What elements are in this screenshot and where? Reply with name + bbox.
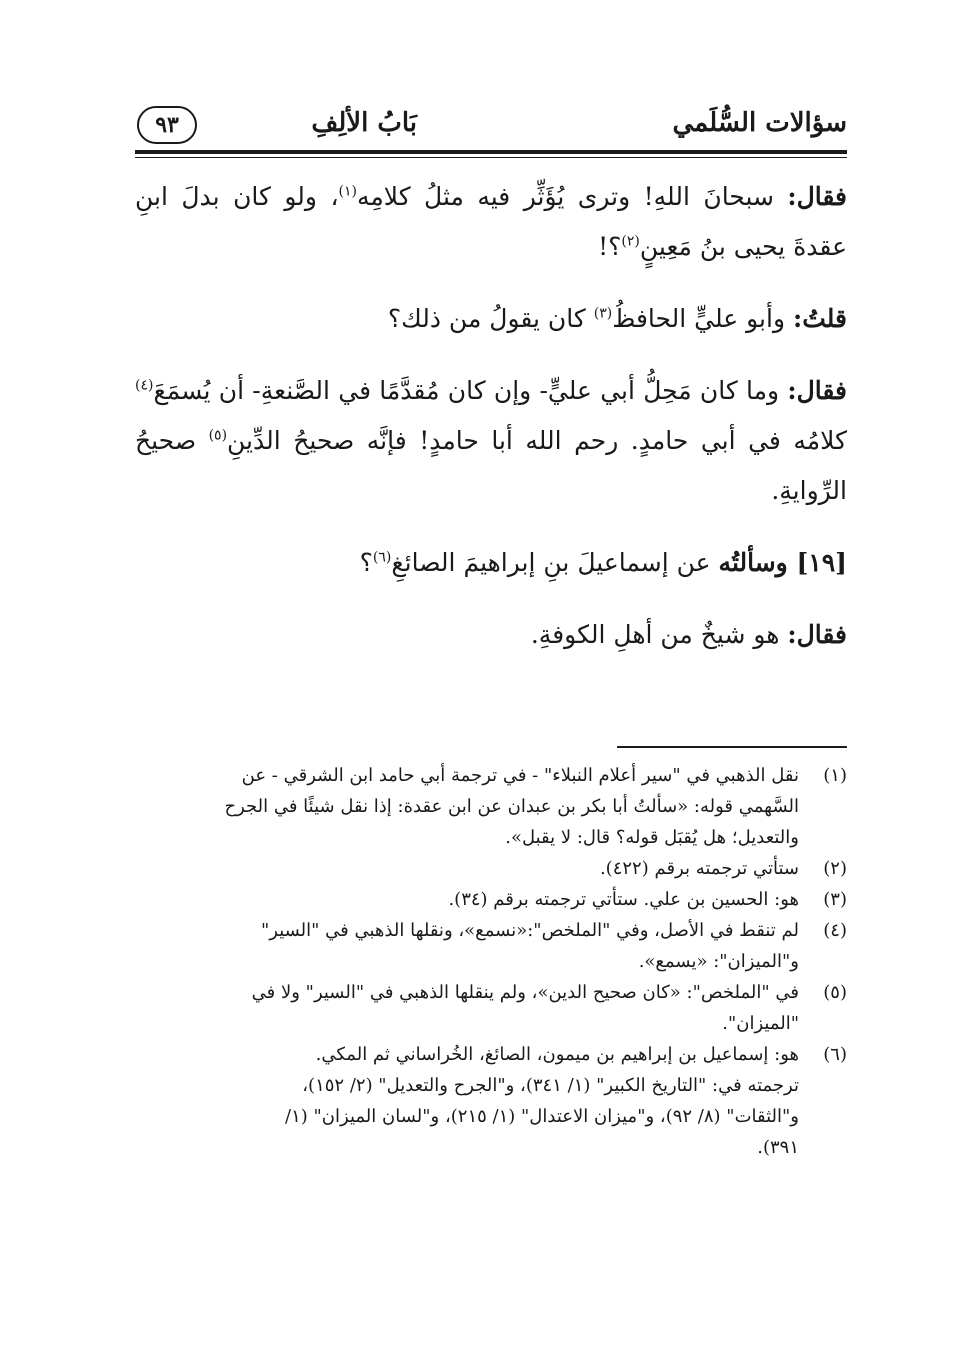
footnote-line: هو: إسماعيل بن إبراهيم بن ميمون، الصائغ، الخُراساني ثم المكي. (315, 1044, 799, 1065)
footnote-number: (٣) (823, 889, 847, 910)
paragraph-text: وأبو عليٍّ الحافظُ (612, 304, 793, 333)
footnote-line: نقل الذهبي في "سير أعلام النبلاء" - في ترجمة أبي حامد ابن الشرقي - عن (241, 765, 799, 786)
footnote-line: هو: الحسين بن علي. ستأتي ترجمته برقم (٣٤). (448, 889, 799, 910)
question-number: [١٩] (796, 548, 847, 577)
footnote-line: و"الثقات" (٨/ ٩٢)، و"ميزان الاعتدال" (١/ ٢١٥)، و"لسان الميزان" (١/ (285, 1106, 799, 1127)
paragraph-text: ؟ (359, 548, 373, 577)
footnote-item (135, 760, 847, 853)
footnote-ref: (١) (338, 183, 357, 200)
footnote-line: لم تنقط في الأصل، وفي "الملخص":«نسمع»، ونقلها الذهبي في "السير" (260, 920, 799, 941)
page-number: ٩٣ (155, 112, 179, 138)
footnote-number: (٢) (823, 858, 847, 879)
header-rule-thin (135, 157, 847, 158)
paragraph-1 (135, 172, 847, 272)
footnote-number: (١) (823, 765, 847, 786)
footnote-ref: (٢) (621, 233, 640, 250)
footnote-line: السَّهمي قوله: «سألتُ أبا بكر بن عبدان عن ابن عقدة: إذا نقل شيئًا في الجرح (224, 796, 799, 817)
footnote-text (135, 853, 799, 884)
paragraph-text: كلامُه في أبي حامدٍ. رحم الله أبا حامدٍ! فإنَّه صحيحُ الدِّينِ (227, 426, 847, 455)
footnote-line: و"الميزان": «يسمع». (638, 951, 799, 972)
book-page (135, 0, 847, 1372)
paragraph-3 (135, 366, 847, 516)
paragraph-2 (135, 294, 847, 344)
book-title: سؤالات السُّلَمي (672, 108, 847, 138)
footnote-text (135, 915, 799, 977)
speaker-label: قلتُ: (792, 304, 847, 333)
footnote-ref: (٤) (135, 377, 154, 394)
speaker-label: وسألتُه (718, 548, 797, 577)
speaker-label: فقال: (787, 620, 847, 649)
main-text (135, 172, 847, 660)
paragraph-5 (135, 610, 847, 660)
paragraph-text: سبحانَ اللهِ! وترى يُؤَثِّر فيه مثلُ كلامِه (356, 182, 788, 211)
footnote-line: في "الملخص": «كان صحيح الدين»، ولم ينقلها الذهبي في "السير" ولا في (251, 982, 799, 1003)
footnote-item (135, 915, 847, 977)
footnote-item (135, 1039, 847, 1163)
paragraph-text: ، ولو كان بدلَ ابنِ عقدةَ يحيى بنُ مَعِينٍ (135, 182, 847, 261)
chapter-title: بَابُ الألِفِ (311, 108, 417, 138)
footnote-item (135, 977, 847, 1039)
footnote-text (135, 760, 799, 853)
footnotes (135, 760, 847, 1163)
header-rule-thick (135, 150, 847, 154)
page-number-badge (137, 106, 197, 144)
paragraph-text: وما كان مَحِلُّ أبي عليٍّ- وإن كان مُقدَّمًا في الصَّنعةِ- أن يُسمَعَ (153, 376, 788, 405)
footnote-text (135, 884, 799, 915)
speaker-label: فقال: (787, 182, 847, 211)
footnote-ref: (٦) (372, 549, 392, 566)
footnote-item (135, 884, 847, 915)
footnote-number: (٤) (823, 920, 847, 941)
paragraph-4 (135, 538, 847, 588)
paragraph-text: هو شيخٌ من أهلِ الكوفةِ. (530, 620, 788, 649)
footnote-line: "الميزان". (722, 1013, 799, 1034)
speaker-label: فقال: (787, 376, 847, 405)
footnote-text (135, 1039, 799, 1163)
footnote-ref: (٥) (208, 427, 228, 444)
paragraph-text: كان يقولُ من ذلك؟ (387, 304, 594, 333)
footnote-line: ٣٩١). (757, 1137, 799, 1158)
page-header (135, 100, 847, 152)
footnote-number: (٦) (823, 1044, 847, 1065)
paragraph-text: صحيحُ الرِّوايةِ. (135, 426, 847, 505)
footnote-separator (617, 746, 847, 748)
paragraph-text: ؟! (598, 232, 622, 261)
footnote-line: ترجمته في: "التاريخ الكبير" (١/ ٣٤١)، و"الجرح والتعديل" (٢/ ١٥٢)، (302, 1075, 799, 1096)
footnote-line: ستأتي ترجمته برقم (٤٢٢). (599, 858, 799, 879)
footnote-text (135, 977, 799, 1039)
footnote-line: والتعديل؛ هل يُقبَل قوله؟ قال: لا يقبل». (505, 827, 799, 848)
footnote-ref: (٣) (593, 305, 613, 322)
footnote-item (135, 853, 847, 884)
footnote-number: (٥) (823, 982, 847, 1003)
paragraph-text: عن إسماعيلَ بنِ إبراهيمَ الصائغِ (391, 548, 719, 577)
